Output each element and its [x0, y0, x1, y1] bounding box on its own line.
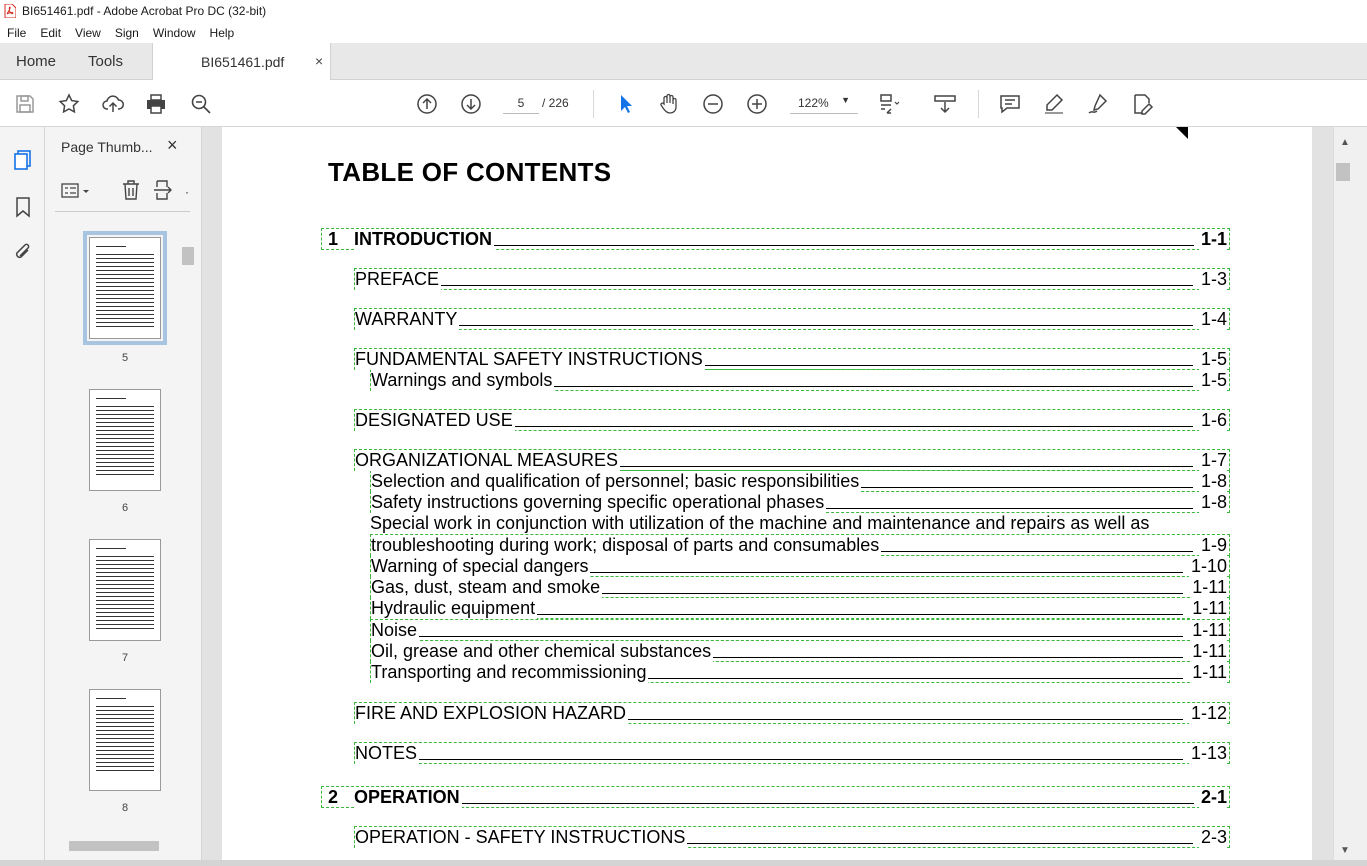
toc-entry-title: troubleshooting during work; disposal of parts and consumables [371, 535, 880, 555]
menu-window[interactable]: Window [152, 25, 196, 40]
menu-file[interactable]: File [7, 25, 27, 40]
leader-line [354, 803, 1194, 804]
toc-entry-page: 1-3 [1200, 269, 1227, 289]
toc-entry-title: Noise [371, 620, 418, 640]
toc-entry-page: 2-3 [1200, 827, 1227, 847]
scroll-down-icon[interactable]: ▼ [1340, 845, 1350, 856]
toc-entry-title: Selection and qualification of personnel; basic responsibilities [371, 471, 860, 491]
tab-tools[interactable]: Tools [88, 53, 124, 70]
pdf-page [222, 127, 1312, 860]
toc-entry-title: PREFACE [355, 269, 440, 289]
toc-link-oil-grease[interactable] [370, 640, 1230, 662]
toc-entry-page: 1-10 [1190, 556, 1227, 576]
star-icon[interactable] [56, 91, 82, 117]
toc-link-organizational-measures[interactable] [354, 449, 1230, 471]
toc-link-noise[interactable] [370, 619, 1230, 641]
comment-icon[interactable] [997, 91, 1023, 117]
toc-link-fire-explosion[interactable] [354, 702, 1230, 724]
panel-scroll-thumb[interactable] [182, 247, 194, 265]
document-scrollbar[interactable] [1333, 127, 1367, 860]
toolbar-divider [978, 90, 979, 118]
toc-link-transporting[interactable] [370, 661, 1230, 683]
document-scroll-thumb[interactable] [1336, 163, 1350, 181]
toc-entry-page: 1-12 [1190, 703, 1227, 723]
thumbnail-image [89, 389, 161, 491]
toc-entry-page: 1-11 [1192, 598, 1227, 618]
page-corner-mark [1176, 127, 1188, 139]
toc-entry-page: 1-13 [1190, 743, 1227, 763]
toc-link-section-1[interactable] [321, 228, 1230, 250]
toc-entry-page: 1-8 [1200, 471, 1227, 491]
window-title: BI651461.pdf - Adobe Acrobat Pro DC (32-bit) [22, 4, 267, 18]
thumbnail-page-number: 8 [121, 802, 129, 814]
toc-entry-page: 1-11 [1192, 577, 1227, 597]
toc-link-notes[interactable] [354, 742, 1230, 764]
toc-entry-page: 1-11 [1192, 662, 1227, 682]
toc-entry-title: ORGANIZATIONAL MEASURES [355, 450, 619, 470]
attachment-icon[interactable] [10, 239, 36, 265]
page-thumbnails-panel [45, 127, 202, 860]
toolbar [0, 80, 1367, 127]
menu-view[interactable]: View [75, 25, 101, 40]
toc-link-gas-dust[interactable] [370, 576, 1230, 598]
page-total: / 226 [542, 96, 569, 110]
status-bar [0, 860, 1367, 866]
section-number: 2 [328, 787, 339, 807]
next-page-icon[interactable] [458, 91, 484, 117]
toc-link-fundamental-safety[interactable] [354, 348, 1230, 370]
toc-entry-page: 1-5 [1200, 370, 1227, 390]
panel-toolbar [61, 179, 191, 203]
hand-icon[interactable] [656, 91, 682, 117]
thumbnail-page-number: 7 [121, 652, 129, 664]
toc-entry-page: 2-1 [1200, 787, 1227, 807]
toc-link-warnings-symbols[interactable] [370, 369, 1230, 391]
edit-pdf-icon[interactable] [1129, 91, 1155, 117]
prev-page-icon[interactable] [414, 91, 440, 117]
toc-link-section-2[interactable] [321, 786, 1230, 808]
toc-entry-title: FIRE AND EXPLOSION HAZARD [355, 703, 627, 723]
bookmark-icon[interactable] [10, 194, 36, 220]
toc-entry-page: 1-4 [1200, 309, 1227, 329]
toolbar-divider [593, 90, 594, 118]
toc-entry-title: Oil, grease and other chemical substances [371, 641, 712, 661]
left-rail [0, 127, 45, 860]
thumbnail-page-number: 5 [121, 352, 129, 364]
document-viewport[interactable] [202, 127, 1333, 860]
delete-icon[interactable] [121, 179, 141, 206]
toc-link-operation-safety[interactable] [354, 826, 1230, 848]
select-arrow-icon[interactable] [612, 91, 638, 117]
toc-heading: TABLE OF CONTENTS [328, 157, 612, 187]
toc-entry-page: 1-1 [1200, 229, 1227, 249]
thumbnail-page-8[interactable] [83, 689, 167, 805]
toc-entry-page: 1-5 [1200, 349, 1227, 369]
zoom-value: 122% [798, 96, 829, 110]
thumbnail-page-number: 6 [121, 502, 129, 514]
toc-entry-title-line1: Special work in conjunction with utilization of the machine and maintenance and repairs as well as [370, 513, 1150, 533]
thumbnail-image [89, 689, 161, 791]
zoom-select[interactable] [790, 92, 858, 114]
tab-close-icon[interactable]: × [315, 53, 324, 69]
page-number-input[interactable]: 5 [503, 92, 539, 114]
thumbnail-page-6[interactable] [83, 389, 167, 505]
toc-entry-title: FUNDAMENTAL SAFETY INSTRUCTIONS [355, 349, 703, 369]
toc-entry-title: Warning of special dangers [371, 556, 589, 576]
zoom-in-icon[interactable] [744, 91, 770, 117]
toc-link-safety-operational-phases[interactable] [370, 491, 1230, 513]
find-icon[interactable] [188, 91, 214, 117]
toc-link-selection-qualification[interactable] [370, 470, 1230, 492]
menu-sign[interactable]: Sign [114, 25, 139, 40]
print-icon[interactable] [143, 91, 169, 117]
panel-divider [55, 211, 190, 212]
toc-entry-title: Transporting and recommissioning [371, 662, 647, 682]
toc-entry-page: 1-9 [1200, 535, 1227, 555]
toc-entry-page: 1-6 [1200, 410, 1227, 430]
title-bar [0, 0, 1367, 22]
menu-bar [0, 22, 1367, 43]
acrobat-icon [4, 4, 16, 18]
toc-entry-page: 1-11 [1192, 620, 1227, 640]
panel-hscroll-thumb[interactable] [69, 841, 159, 851]
toc-entry-page: 1-8 [1200, 492, 1227, 512]
toc-entry-title: Gas, dust, steam and smoke [371, 577, 601, 597]
leader-line [355, 285, 1193, 286]
more-icon[interactable]: · [185, 185, 189, 199]
panel-title: Page Thumb... [61, 139, 153, 155]
chevron-down-icon: ▼ [841, 95, 850, 105]
toc-link-special-work[interactable] [370, 534, 1230, 556]
thumbnail-image [89, 539, 161, 641]
tab-home[interactable]: Home [16, 53, 57, 70]
tab-document[interactable] [152, 43, 331, 81]
zoom-out-icon[interactable] [700, 91, 726, 117]
sign-icon[interactable] [1085, 91, 1111, 117]
scroll-up-icon[interactable]: ▲ [1340, 137, 1350, 148]
thumbnail-page-5[interactable] [83, 237, 167, 353]
menu-edit[interactable]: Edit [40, 25, 62, 40]
leader-line [371, 636, 1183, 637]
toc-link-designated-use[interactable] [354, 409, 1230, 431]
upload-icon[interactable] [100, 91, 126, 117]
menu-help[interactable]: Help [209, 25, 235, 40]
thumbnail-page-7[interactable] [83, 539, 167, 655]
panel-horizontal-scrollbar[interactable] [55, 839, 190, 853]
toc-entry-page: 1-7 [1200, 450, 1227, 470]
toc-entry-title: NOTES [355, 743, 418, 763]
save-icon[interactable] [12, 91, 38, 117]
page-thumbnails-icon[interactable] [10, 147, 36, 173]
fit-page-icon[interactable] [876, 91, 902, 117]
toc-link-hydraulic[interactable] [370, 597, 1230, 619]
toc-entry-title: WARRANTY [355, 309, 458, 329]
scroll-mode-icon[interactable] [932, 91, 958, 117]
section-number: 1 [328, 229, 339, 249]
tab-document-label: BI651461.pdf [201, 54, 285, 70]
panel-close-icon[interactable]: × [167, 135, 178, 155]
leader-line [355, 325, 1193, 326]
toc-entry-title: Warnings and symbols [371, 370, 553, 390]
toc-entry-title: OPERATION [354, 787, 460, 807]
toc-entry-title: Safety instructions governing specific operational phases [371, 492, 825, 512]
thumbnail-image [89, 237, 161, 339]
highlight-icon[interactable] [1041, 91, 1067, 117]
extract-pages-icon[interactable] [153, 179, 175, 206]
toc-entry-page: 1-11 [1192, 641, 1227, 661]
toc-link-warranty[interactable] [354, 308, 1230, 330]
toc-link-preface[interactable] [354, 268, 1230, 290]
toc-entry-title: OPERATION - SAFETY INSTRUCTIONS [355, 827, 686, 847]
toc-entry-title: INTRODUCTION [354, 229, 492, 249]
toc-entry-title: DESIGNATED USE [355, 410, 513, 430]
tab-bar [0, 43, 1367, 80]
toc-link-special-dangers[interactable] [370, 555, 1230, 577]
toc-entry-title: Hydraulic equipment [371, 598, 536, 618]
panel-scrollbar[interactable] [182, 237, 194, 837]
leader-line [355, 759, 1183, 760]
thumbnail-options-icon[interactable] [61, 181, 91, 206]
